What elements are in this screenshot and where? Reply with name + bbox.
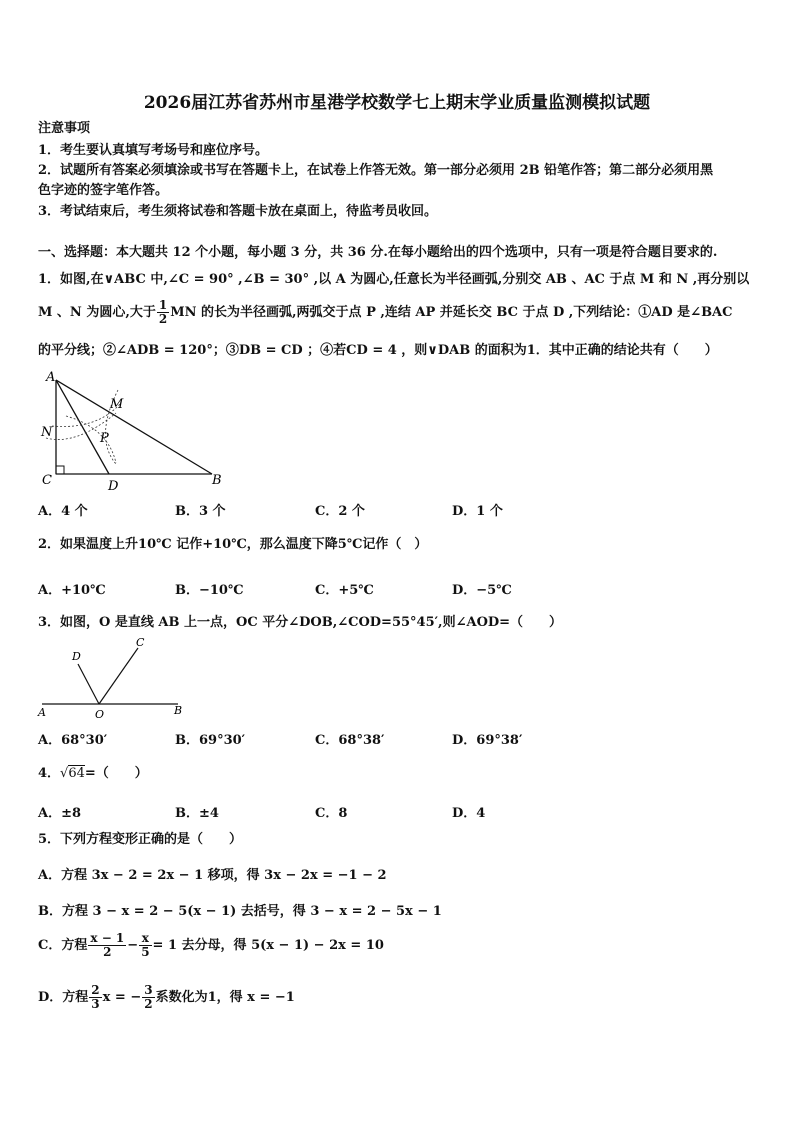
q5-c-f2-den: 5 [141, 945, 150, 959]
q1-option-a[interactable]: A．4 个 [38, 504, 88, 519]
notice-item-2-cont: 色字迹的签字笔作答。 [38, 183, 169, 198]
q5-d-f1-num: 2 [91, 983, 100, 997]
q5-c-minus: − [127, 938, 139, 953]
q1-label-m: M [110, 397, 124, 412]
q5-stem: 5．下列方程变形正确的是（ ） [38, 832, 243, 847]
q1-line2-b: MN 的长为半径画弧,两弧交于点 P ,连结 AP 并延长交 BC 于点 D ,下列结论：①AD 是∠BAC [170, 305, 733, 320]
q1-fraction [157, 299, 169, 326]
q3-option-b[interactable]: B．69°30′ [175, 733, 246, 748]
q4-prefix: 4． [38, 766, 61, 781]
q1-triangle-figure [36, 368, 226, 492]
q1-label-n: N [41, 425, 53, 440]
q5-d-suffix: 系数化为1，得 x = −1 [155, 990, 295, 1005]
q3-option-c[interactable]: C．68°38′ [315, 733, 385, 748]
q4-option-a[interactable]: A．±8 [38, 806, 82, 821]
q3-label-o: O [95, 708, 105, 721]
q5-d-f2-num: 3 [144, 983, 153, 997]
q5-option-d[interactable] [38, 984, 295, 1011]
q1-label-a: A [46, 370, 56, 385]
q5-option-a[interactable]: A．方程 3x − 2 = 2x − 1 移项，得 3x − 2x = −1 − 2 [38, 868, 387, 883]
q1-bisector-ad [56, 380, 109, 474]
q5-option-b[interactable]: B．方程 3 − x = 2 − 5(x − 1) 去括号，得 3 − x = 2 − 5x − 1 [38, 904, 442, 919]
q5-c-f1-den: 2 [103, 945, 112, 959]
q1-side-ab [56, 380, 212, 474]
q5-d-fraction-1 [89, 984, 101, 1011]
notice-item-1: 1．考生要认真填写考场号和座位序号。 [38, 143, 269, 158]
notice-item-3: 3．考试结束后，考生须将试卷和答题卡放在桌面上，待监考员收回。 [38, 204, 438, 219]
sqrt-icon: √ [60, 766, 69, 781]
q3-label-b: B [174, 704, 183, 717]
q4-option-d[interactable]: D．4 [452, 806, 486, 821]
q1-right-angle-mark [56, 466, 64, 474]
q3-option-a[interactable]: A．68°30′ [38, 733, 108, 748]
q2-stem: 2．如果温度上升10℃ 记作+10℃，那么温度下降5℃记作（ ） [38, 537, 428, 552]
notice-heading: 注意事项 [38, 121, 91, 136]
q5-c-fraction-1 [88, 932, 126, 959]
q1-option-d[interactable]: D．1 个 [452, 504, 503, 519]
q4-radicand: 64 [68, 766, 85, 781]
q1-frac-num: 1 [158, 298, 168, 312]
q1-label-d: D [108, 479, 119, 492]
q5-c-suffix: = 1 去分母，得 5(x − 1) − 2x = 10 [152, 938, 384, 953]
q1-label-p: P [100, 431, 109, 446]
q1-line1: 1．如图,在∨ABC 中,∠C = 90° ,∠B = 30° ,以 A 为圆心,任意长为半径画弧,分别交 AB 、AC 于点 M 和 N ,再分别以 [38, 272, 750, 287]
q5-c-prefix: C．方程 [38, 938, 88, 953]
page-title: 2026届江苏省苏州市星港学校数学七上期末学业质量监测模拟试题 [143, 93, 651, 113]
q3-option-d[interactable]: D．69°38′ [452, 733, 523, 748]
q1-label-c: C [42, 473, 52, 488]
q3-label-d: D [72, 650, 81, 663]
q2-option-a[interactable]: A．+10℃ [38, 583, 106, 598]
q3-label-c: C [136, 636, 145, 649]
q3-angle-figure [36, 634, 196, 722]
q3-ray-od [78, 664, 99, 704]
section-heading: 一、选择题：本大题共 12 个小题，每小题 3 分，共 36 分.在每小题给出的四个选项中，只有一项是符合题目要求的. [38, 245, 718, 260]
q5-d-fraction-2 [142, 984, 154, 1011]
notice-item-2: 2．试题所有答案必须填涂或书写在答题卡上，在试卷上作答无效。第一部分必须用 2B 铅笔作答；第二部分必须用黑 [38, 163, 714, 178]
q1-option-c[interactable]: C．2 个 [315, 504, 365, 519]
q5-d-mid: x = − [102, 990, 142, 1005]
q4-option-b[interactable]: B．±4 [175, 806, 219, 821]
q2-option-d[interactable]: D．−5℃ [452, 583, 512, 598]
q5-d-prefix: D．方程 [38, 990, 89, 1005]
q1-label-b: B [212, 473, 222, 488]
q4-suffix: =（ ） [84, 766, 148, 781]
q5-d-f1-den: 3 [91, 997, 100, 1011]
q1-line2-a: M 、N 为圆心,大于 [38, 305, 156, 320]
q4-stem [38, 766, 148, 782]
q3-label-a: A [38, 706, 46, 719]
q5-c-fraction-2 [139, 932, 151, 959]
q5-c-f1-num: x − 1 [90, 931, 125, 945]
q4-option-c[interactable]: C．8 [315, 806, 348, 821]
q3-ray-oc [99, 648, 138, 704]
q5-d-f2-den: 2 [144, 997, 153, 1011]
q1-frac-den: 2 [158, 312, 168, 326]
q1-line2 [38, 299, 733, 326]
q3-stem: 3．如图，O 是直线 AB 上一点，OC 平分∠DOB,∠COD=55°45′,则∠AOD=（ ） [38, 615, 563, 630]
q5-c-f2-num: x [139, 932, 151, 946]
q5-option-c[interactable] [38, 932, 384, 959]
q2-option-b[interactable]: B．−10℃ [175, 583, 244, 598]
q1-option-b[interactable]: B．3 个 [175, 504, 226, 519]
q1-line3: 的平分线；②∠ADB = 120°；③DB = CD ；④若CD = 4 ，则∨DAB 的面积为1．其中正确的结论共有（ ） [38, 343, 718, 358]
q2-option-c[interactable]: C．+5℃ [315, 583, 374, 598]
